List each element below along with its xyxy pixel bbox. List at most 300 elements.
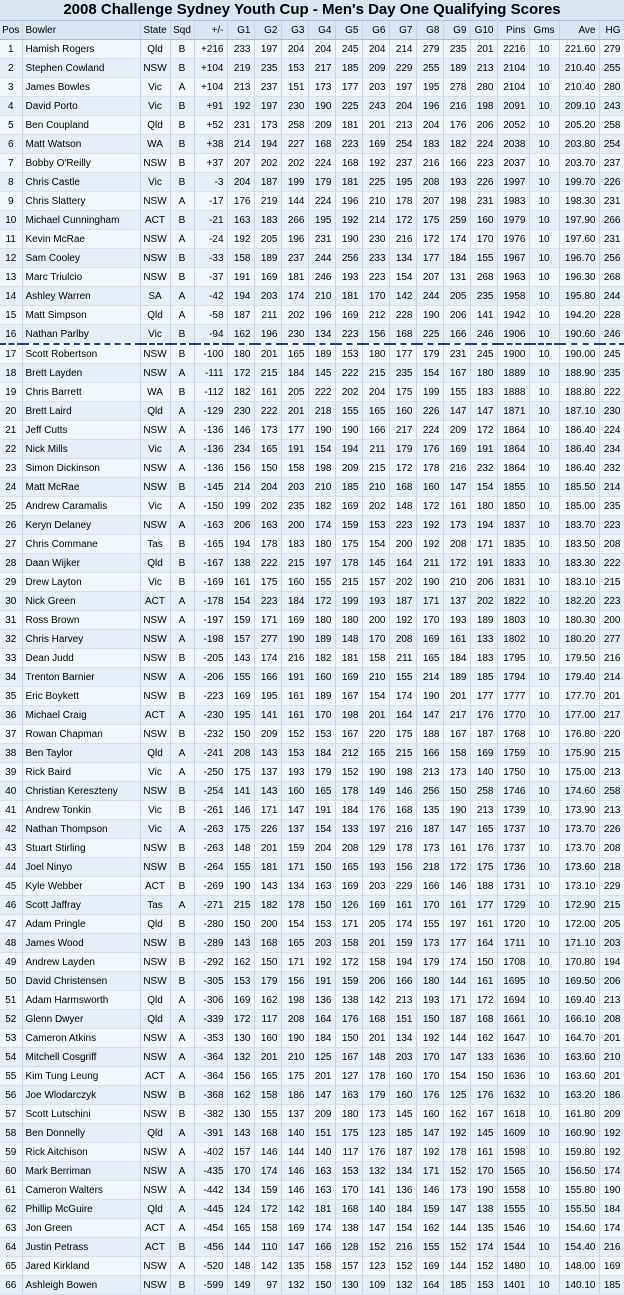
table-cell: 10 [529, 516, 559, 535]
table-row [0, 1276, 624, 1295]
table-row [0, 497, 624, 516]
table-cell: 143 [254, 782, 281, 801]
table-row [0, 858, 624, 877]
table-cell: 169 [416, 1257, 443, 1276]
table-cell: 189 [254, 249, 281, 268]
table-cell: 1976 [497, 230, 529, 249]
table-cell: 231 [308, 230, 335, 249]
table-cell: 162 [470, 1029, 497, 1048]
table-cell: A [170, 991, 194, 1010]
table-cell: -42 [194, 287, 227, 306]
table-cell: 201 [362, 1029, 389, 1048]
table-cell: -364 [194, 1048, 227, 1067]
table-cell: 164 [308, 1010, 335, 1029]
table-cell: 125 [443, 1086, 470, 1105]
table-cell: 178 [416, 459, 443, 478]
table-cell: 217 [389, 421, 416, 440]
table-cell: 230 [227, 402, 254, 421]
table-cell: 187 [227, 306, 254, 325]
table-cell: Qld [140, 991, 170, 1010]
table-cell: 27 [0, 535, 22, 554]
table-cell: 205 [254, 230, 281, 249]
table-cell: 7 [0, 154, 22, 173]
table-cell: SA [140, 287, 170, 306]
table-cell: 214 [416, 668, 443, 687]
table-cell: 166.10 [559, 1010, 599, 1029]
table-cell: 234 [599, 440, 624, 459]
table-cell: A [170, 287, 194, 306]
table-cell: NSW [140, 687, 170, 706]
table-cell: 194.20 [559, 306, 599, 325]
table-cell: 210.40 [559, 59, 599, 78]
table-cell: 172 [335, 953, 362, 972]
header-row [0, 21, 624, 40]
table-cell: 147 [443, 478, 470, 497]
table-cell: 175 [470, 858, 497, 877]
table-cell: 1636 [497, 1067, 529, 1086]
table-cell: A [170, 1200, 194, 1219]
table-cell: 13 [0, 268, 22, 287]
table-row [0, 649, 624, 668]
table-cell: 196 [254, 325, 281, 345]
column-header: Pos [0, 21, 22, 40]
table-cell: 179 [416, 344, 443, 364]
table-cell: -364 [194, 1067, 227, 1086]
table-cell: 187 [389, 1143, 416, 1162]
table-cell: 222 [254, 402, 281, 421]
table-cell: 223 [254, 592, 281, 611]
table-cell: 10 [529, 1181, 559, 1200]
table-cell: 169 [362, 135, 389, 154]
table-cell: Adam Harmsworth [22, 991, 140, 1010]
table-cell: 179 [308, 173, 335, 192]
table-cell: 181 [254, 858, 281, 877]
table-cell: 155 [227, 858, 254, 877]
table-cell: 256 [335, 249, 362, 268]
table-cell: 206 [470, 116, 497, 135]
table-row [0, 535, 624, 554]
table-cell: -163 [194, 516, 227, 535]
table-cell: Qld [140, 116, 170, 135]
table-cell: 165 [281, 344, 308, 364]
table-cell: 201 [308, 1067, 335, 1086]
table-cell: 1997 [497, 173, 529, 192]
table-cell: NSW [140, 192, 170, 211]
table-cell: 160 [470, 211, 497, 230]
table-cell: 1739 [497, 801, 529, 820]
table-cell: 1864 [497, 440, 529, 459]
table-cell: 1708 [497, 953, 529, 972]
table-cell: 57 [0, 1105, 22, 1124]
table-cell: 228 [599, 306, 624, 325]
table-cell: 183 [281, 535, 308, 554]
table-cell: 192 [599, 1143, 624, 1162]
table-cell: 169 [335, 306, 362, 325]
table-cell: 173 [416, 839, 443, 858]
table-cell: 173 [254, 421, 281, 440]
table-row [0, 1010, 624, 1029]
table-cell: 223 [599, 592, 624, 611]
table-cell: 10 [529, 97, 559, 116]
table-cell: 220 [362, 725, 389, 744]
table-cell: 1770 [497, 706, 529, 725]
table-cell: 168 [362, 1010, 389, 1029]
table-cell: 180 [335, 1105, 362, 1124]
table-cell: 10 [529, 1086, 559, 1105]
table-cell: 10 [529, 1048, 559, 1067]
table-cell: 280 [470, 78, 497, 97]
table-cell: 1888 [497, 383, 529, 402]
table-cell: 169 [254, 268, 281, 287]
table-cell: WA [140, 135, 170, 154]
table-cell: 190 [281, 630, 308, 649]
column-header: +/- [194, 21, 227, 40]
table-cell: 150 [254, 459, 281, 478]
table-cell: 204 [227, 173, 254, 192]
table-cell: 191 [470, 554, 497, 573]
table-cell: 173.90 [559, 801, 599, 820]
table-cell: 4 [0, 97, 22, 116]
table-cell: James Bowles [22, 78, 140, 97]
table-row [0, 1143, 624, 1162]
table-cell: B [170, 249, 194, 268]
table-cell: 1737 [497, 820, 529, 839]
table-cell: 183 [470, 383, 497, 402]
table-cell: NSW [140, 953, 170, 972]
table-cell: 10 [529, 877, 559, 896]
table-cell: A [170, 78, 194, 97]
table-cell: 163 [308, 877, 335, 896]
table-cell: 146 [443, 877, 470, 896]
table-cell: 160 [254, 1029, 281, 1048]
table-cell: NSW [140, 1086, 170, 1105]
table-cell: 171 [281, 953, 308, 972]
table-row [0, 459, 624, 478]
table-cell: 197 [254, 40, 281, 59]
table-cell: 10 [529, 915, 559, 934]
table-cell: 156 [281, 972, 308, 991]
table-cell: 1647 [497, 1029, 529, 1048]
table-cell: 171 [416, 592, 443, 611]
table-cell: Dean Judd [22, 649, 140, 668]
table-cell: NSW [140, 249, 170, 268]
table-cell: 160 [308, 668, 335, 687]
table-cell: 208 [599, 839, 624, 858]
table-cell: 185.00 [559, 497, 599, 516]
table-cell: 10 [529, 573, 559, 592]
table-cell: B [170, 97, 194, 116]
table-cell: 170 [416, 1048, 443, 1067]
table-cell: 10 [529, 478, 559, 497]
table-cell: 161 [470, 915, 497, 934]
table-cell: 190.60 [559, 325, 599, 345]
table-cell: B [170, 687, 194, 706]
table-cell: 10 [529, 1143, 559, 1162]
table-cell: 246 [470, 325, 497, 345]
table-cell: A [170, 497, 194, 516]
table-cell: 179 [308, 763, 335, 782]
table-cell: 154 [362, 687, 389, 706]
table-cell: 182 [308, 497, 335, 516]
table-cell: Ashley Warren [22, 287, 140, 306]
table-cell: 137 [443, 592, 470, 611]
table-cell: 189 [443, 668, 470, 687]
table-cell: 169.40 [559, 991, 599, 1010]
table-cell: 1544 [497, 1238, 529, 1257]
table-cell: 216 [599, 1238, 624, 1257]
table-cell: A [170, 421, 194, 440]
table-cell: -37 [194, 268, 227, 287]
table-cell: 174 [599, 1162, 624, 1181]
table-cell: 226 [599, 173, 624, 192]
table-cell: 194 [599, 953, 624, 972]
table-row [0, 1200, 624, 1219]
table-cell: NSW [140, 1276, 170, 1295]
table-cell: 155 [416, 1238, 443, 1257]
table-cell: 45 [0, 877, 22, 896]
table-cell: 161 [281, 687, 308, 706]
table-cell: A [170, 763, 194, 782]
table-cell: 233 [227, 40, 254, 59]
table-cell: 1546 [497, 1219, 529, 1238]
table-cell: B [170, 877, 194, 896]
table-cell: B [170, 1105, 194, 1124]
table-cell: 205 [362, 915, 389, 934]
table-cell: 150 [470, 1067, 497, 1086]
table-cell: 183 [470, 649, 497, 668]
table-cell: 172 [254, 1200, 281, 1219]
table-cell: 10 [529, 1029, 559, 1048]
table-row [0, 440, 624, 459]
table-cell: Qld [140, 1010, 170, 1029]
table-row [0, 59, 624, 78]
table-cell: 10 [529, 1257, 559, 1276]
table-cell: 224 [470, 135, 497, 154]
table-cell: 166 [443, 154, 470, 173]
table-cell: 10 [529, 78, 559, 97]
table-cell: 195 [416, 78, 443, 97]
column-header: G7 [389, 21, 416, 40]
table-cell: 161 [254, 383, 281, 402]
table-cell: 163 [308, 1162, 335, 1181]
table-cell: 268 [470, 268, 497, 287]
table-cell: 169 [227, 991, 254, 1010]
table-cell: 231 [599, 230, 624, 249]
table-cell: 170 [470, 1162, 497, 1181]
table-cell: Christian Kereszteny [22, 782, 140, 801]
table-cell: A [170, 1067, 194, 1086]
table-cell: 170 [362, 287, 389, 306]
table-cell: 223 [335, 135, 362, 154]
table-cell: 187 [416, 820, 443, 839]
table-cell: 198 [335, 706, 362, 725]
table-cell: 223 [599, 516, 624, 535]
table-cell: 134 [389, 249, 416, 268]
table-cell: 206 [443, 306, 470, 325]
table-cell: 167 [335, 1048, 362, 1067]
table-cell: NSW [140, 268, 170, 287]
table-cell: Vic [140, 820, 170, 839]
table-cell: Vic [140, 173, 170, 192]
table-cell: 145 [389, 1105, 416, 1124]
table-cell: 153 [281, 59, 308, 78]
table-cell: 137 [281, 820, 308, 839]
table-cell: 182 [308, 649, 335, 668]
table-cell: 201 [362, 706, 389, 725]
table-cell: 160 [416, 478, 443, 497]
table-cell: 258 [281, 116, 308, 135]
table-cell: 155 [443, 383, 470, 402]
table-cell: 183.50 [559, 535, 599, 554]
table-cell: 1942 [497, 306, 529, 325]
table-cell: 191 [308, 801, 335, 820]
table-cell: Cameron Walters [22, 1181, 140, 1200]
table-cell: 243 [599, 97, 624, 116]
table-cell: 10 [529, 839, 559, 858]
table-cell: 145 [308, 364, 335, 383]
table-cell: 10 [529, 820, 559, 839]
table-row [0, 782, 624, 801]
table-cell: Nathan Thompson [22, 820, 140, 839]
table-cell: 134 [389, 1029, 416, 1048]
table-cell: 179.40 [559, 668, 599, 687]
table-cell: 61 [0, 1181, 22, 1200]
table-cell: 10 [529, 402, 559, 421]
table-cell: 213 [599, 801, 624, 820]
table-cell: 175 [335, 535, 362, 554]
table-cell: +52 [194, 116, 227, 135]
table-cell: 210 [362, 668, 389, 687]
table-cell: A [170, 440, 194, 459]
table-row [0, 1219, 624, 1238]
table-cell: A [170, 192, 194, 211]
table-cell: 190 [416, 306, 443, 325]
table-cell: Vic [140, 78, 170, 97]
table-row [0, 325, 624, 345]
table-cell: 216 [389, 820, 416, 839]
table-cell: Mitchell Cosgriff [22, 1048, 140, 1067]
table-cell: 140 [470, 763, 497, 782]
table-cell: 224 [308, 192, 335, 211]
table-cell: 209.10 [559, 97, 599, 116]
table-cell: 1750 [497, 763, 529, 782]
table-cell: 159 [227, 611, 254, 630]
table-cell: 202 [335, 383, 362, 402]
table-cell: 123 [362, 1124, 389, 1143]
table-cell: B [170, 211, 194, 230]
table-cell: 259 [443, 211, 470, 230]
table-cell: -435 [194, 1162, 227, 1181]
table-cell: 129 [362, 839, 389, 858]
table-cell: 198.30 [559, 192, 599, 211]
table-cell: -263 [194, 820, 227, 839]
table-cell: 183.10 [559, 573, 599, 592]
table-cell: -100 [194, 344, 227, 364]
table-cell: 185 [389, 1124, 416, 1143]
table-cell: 187 [254, 173, 281, 192]
table-cell: Rick Aitchison [22, 1143, 140, 1162]
table-cell: 230 [281, 97, 308, 116]
table-cell: -269 [194, 877, 227, 896]
table-cell: 1864 [497, 459, 529, 478]
table-cell: 184 [335, 801, 362, 820]
table-cell: 204 [362, 383, 389, 402]
table-cell: -167 [194, 554, 227, 573]
table-cell: 154 [308, 820, 335, 839]
table-cell: A [170, 459, 194, 478]
table-cell: 163 [308, 1181, 335, 1200]
table-cell: 172 [227, 1010, 254, 1029]
table-cell: 207 [416, 268, 443, 287]
table-cell: 191 [281, 440, 308, 459]
table-cell: 185 [470, 668, 497, 687]
table-cell: -197 [194, 611, 227, 630]
table-cell: 219 [254, 192, 281, 211]
table-cell: 1906 [497, 325, 529, 345]
table-cell: 210.40 [559, 78, 599, 97]
table-cell: 153 [227, 972, 254, 991]
table-cell: A [170, 1029, 194, 1048]
table-cell: 188.80 [559, 383, 599, 402]
table-cell: 169 [335, 668, 362, 687]
table-cell: 192 [308, 953, 335, 972]
table-cell: NSW [140, 972, 170, 991]
table-cell: 160 [281, 573, 308, 592]
table-cell: 147 [281, 801, 308, 820]
table-cell: 146 [227, 801, 254, 820]
table-cell: 214 [227, 478, 254, 497]
table-cell: 167 [443, 725, 470, 744]
table-cell: 174 [389, 687, 416, 706]
table-cell: 160 [389, 402, 416, 421]
table-cell: 225 [416, 325, 443, 345]
table-cell: 10 [529, 1067, 559, 1086]
table-cell: 216 [281, 649, 308, 668]
table-cell: 184 [281, 364, 308, 383]
table-cell: 174 [389, 915, 416, 934]
table-row [0, 78, 624, 97]
table-cell: 197.60 [559, 230, 599, 249]
table-cell: 159 [335, 516, 362, 535]
table-cell: 166 [389, 972, 416, 991]
table-cell: 170.80 [559, 953, 599, 972]
table-cell: 209 [308, 116, 335, 135]
table-cell: 171 [416, 1162, 443, 1181]
table-cell: 181 [335, 287, 362, 306]
table-cell: 202 [254, 497, 281, 516]
table-cell: 217 [599, 706, 624, 725]
table-cell: Andrew Layden [22, 953, 140, 972]
table-cell: 189 [308, 687, 335, 706]
table-cell: 235 [470, 287, 497, 306]
table-row [0, 1238, 624, 1257]
table-cell: 210 [281, 1048, 308, 1067]
table-cell: 213 [416, 763, 443, 782]
table-cell: 216 [599, 649, 624, 668]
table-cell: 213 [470, 59, 497, 78]
table-cell: NSW [140, 459, 170, 478]
table-cell: 202 [254, 154, 281, 173]
table-cell: 160.90 [559, 1124, 599, 1143]
table-cell: 168 [335, 1200, 362, 1219]
table-cell: 215 [281, 554, 308, 573]
table-cell: 200 [254, 915, 281, 934]
table-cell: 197.90 [559, 211, 599, 230]
table-cell: 161 [389, 896, 416, 915]
table-cell: NSW [140, 1162, 170, 1181]
table-cell: Scott Jaffray [22, 896, 140, 915]
table-cell: 62 [0, 1200, 22, 1219]
